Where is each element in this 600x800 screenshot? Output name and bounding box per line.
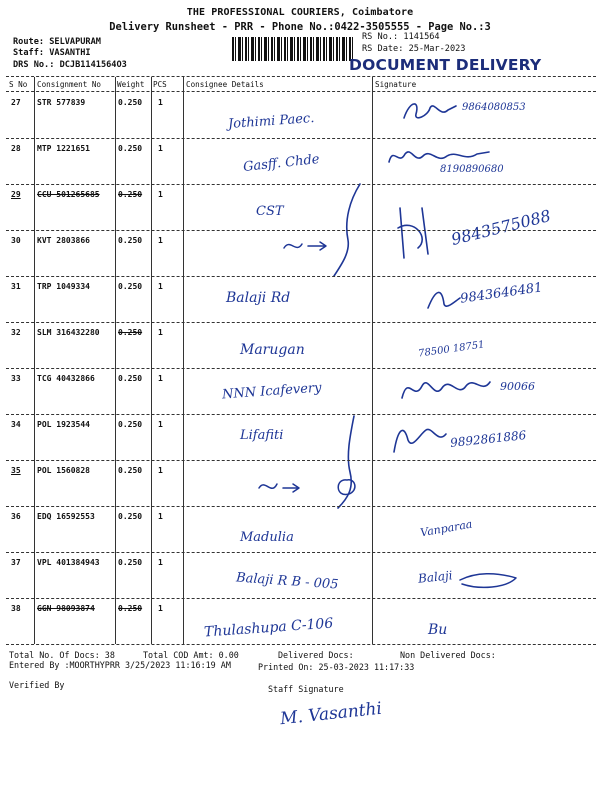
consignee-handwriting: CST [256,204,284,219]
delivered-docs: Delivered Docs: [278,650,354,660]
signature-phone: 9892861886 [449,428,527,450]
row-weight: 0.250 [118,282,143,291]
staff-label: Staff: VASANTHI [13,48,91,58]
row-sno: 31 [11,282,21,291]
drs-number: DRS No.: DCJB1141564O3 [13,60,127,70]
row-consignment: KVT 2803866 [37,236,90,245]
consignee-handwriting: NNN Icafevery [221,380,322,403]
table-row [0,230,600,276]
row-weight: 0.250 [118,604,143,613]
row-consignment: POL 1923544 [37,420,90,429]
table-row [0,414,600,460]
row-consignment: EDQ 16592553 [37,512,95,521]
col-header-details: Consignee Details [186,80,264,89]
signature-phone: 9864080853 [462,102,526,113]
row-consignment: VPL 401384943 [37,558,100,567]
row-pcs: 1 [158,558,163,567]
row-sno: 33 [11,374,21,383]
row-pcs: 1 [158,374,163,383]
consignee-mark [255,474,365,504]
row-pcs: 1 [158,144,163,153]
table-row [0,322,600,368]
col-header-weight: Weight [117,80,145,89]
verified-by: Verified By [9,680,65,690]
consignee-handwriting: Lifafiti [240,428,284,443]
row-pcs: 1 [158,98,163,107]
row-weight: 0.250 [118,420,143,429]
route-label: Route: SELVAPURAM [13,37,101,47]
consignee-handwriting: Gasff. Chde [242,152,321,175]
row-weight: 0.250 [118,328,143,337]
row-sno: 38 [11,604,21,613]
row-sno: 36 [11,512,21,521]
row-sno: 28 [11,144,21,153]
printed-on: Printed On: 25-03-2023 11:17:33 [258,662,415,672]
signature-phone: 78500 18751 [417,339,486,360]
row-weight: 0.250 [118,144,143,153]
row-consignment: TRP 1049334 [37,282,90,291]
signature-phone: 8190890680 [440,164,504,175]
row-consignment: STR 577839 [37,98,86,107]
row-sno: 35 [11,466,21,475]
company-title: THE PROFESSIONAL COURIERS, Coimbatore [186,7,414,18]
rs-number: RS No.: 1141564 [362,32,440,42]
consignee-handwriting: Balaji R B - 005 [235,570,339,593]
row-pcs: 1 [158,190,163,199]
row-consignment: MTP 1221651 [37,144,90,153]
barcode [232,37,354,61]
row-consignment: TCG 40432866 [37,374,95,383]
consignee-handwriting: Madulia [240,530,294,545]
row-consignment: GGN 98093874 [37,604,95,613]
row-sno: 27 [11,98,21,107]
row-consignment: CCU 501265685 [37,190,100,199]
table-row [0,368,600,414]
row-weight: 0.250 [118,558,143,567]
total-docs: Total No. Of Docs: 38 [9,650,115,660]
signature-phone: 90066 [500,380,535,393]
consignee-handwriting: Thulashupa C-106 [203,615,334,641]
row-weight: 0.250 [118,466,143,475]
signature-phone: 9843646481 [459,280,544,307]
signature-mark [398,372,494,408]
table-row [0,598,600,644]
table-row [0,552,600,598]
row-weight: 0.250 [118,190,143,199]
table-row [0,506,600,552]
signature-note: Vanparaa [419,517,474,540]
table-row [0,460,600,506]
signature-mark [400,96,460,126]
signature-mark [456,570,522,592]
table-bottom-rule [6,644,596,645]
header-top-rule [6,76,596,77]
row-weight: 0.250 [118,98,143,107]
consignee-mark [280,234,330,258]
row-pcs: 1 [158,282,163,291]
row-pcs: 1 [158,328,163,337]
non-delivered-docs: Non Delivered Docs: [400,650,496,660]
table-row [0,138,600,184]
col-header-pcs: PCS [153,80,167,89]
rs-date: RS Date: 25-Mar-2023 [362,44,466,54]
row-sno: 30 [11,236,21,245]
row-weight: 0.250 [118,512,143,521]
row-pcs: 1 [158,512,163,521]
row-pcs: 1 [158,466,163,475]
row-pcs: 1 [158,420,163,429]
consignee-handwriting: Balaji Rd [226,290,291,306]
entered-by: Entered By :MOORTHYPRR 3/25/2023 11:16:19 AM [9,660,231,670]
signature-mark [390,420,450,456]
table-row [0,92,600,138]
signature-mark [424,286,464,314]
consignee-handwriting: Jothimi Paec. [227,111,315,132]
table-row [0,276,600,322]
row-weight: 0.250 [118,236,143,245]
col-header-consignment: Consignment No [37,80,102,89]
col-header-signature: Signature [375,80,417,89]
col-header-sno: S No [9,80,28,89]
signature-phone: 9843575088 [449,205,553,250]
signature-note: Balaji [417,568,454,586]
row-consignment: SLM 316432280 [37,328,100,337]
row-sno: 37 [11,558,21,567]
consignee-handwriting: Marugan [240,342,305,358]
row-pcs: 1 [158,236,163,245]
row-sno: 34 [11,420,21,429]
staff-signature-handwriting: M. Vasanthi [279,698,383,730]
row-sno: 32 [11,328,21,337]
document-delivery-stamp: DOCUMENT DELIVERY [349,56,542,74]
runsheet-subtitle: Delivery Runsheet - PRR - Phone No.:0422-3505555 - Page No.:3 [109,21,491,33]
staff-signature-label: Staff Signature [268,684,344,694]
row-weight: 0.250 [118,374,143,383]
row-sno: 29 [11,190,21,199]
total-cod: Total COD Amt: 0.00 [143,650,239,660]
signature-note: Bu [428,622,448,638]
row-pcs: 1 [158,604,163,613]
row-consignment: POL 1560828 [37,466,90,475]
